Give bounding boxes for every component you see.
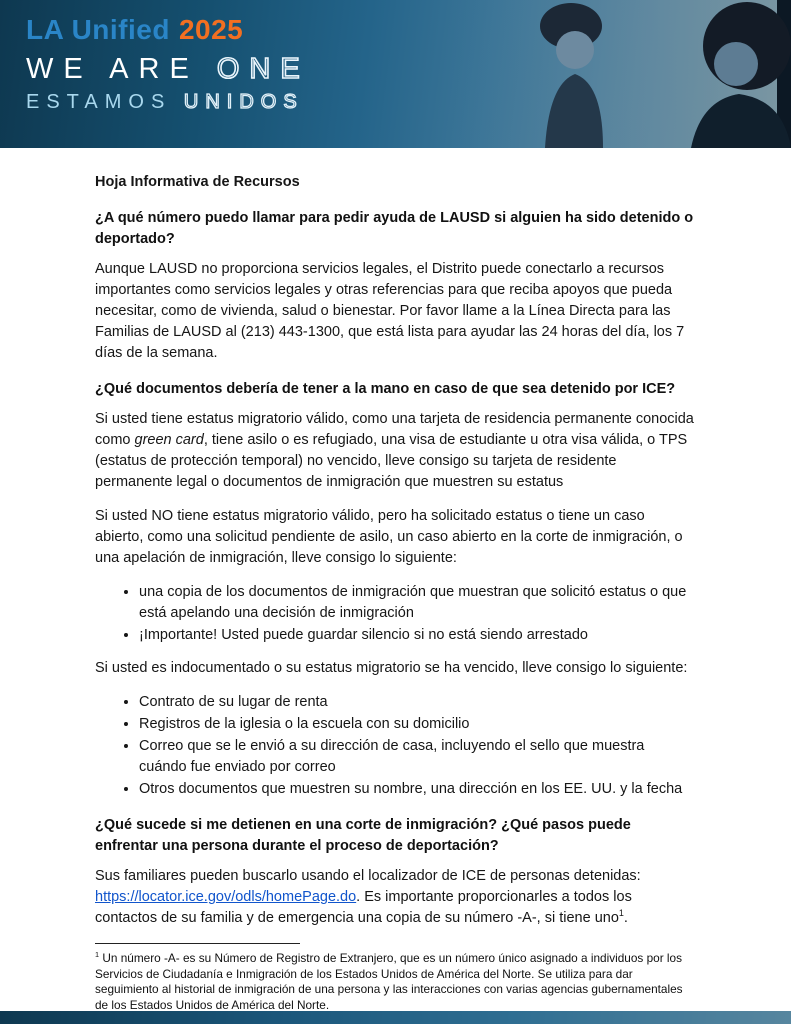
header-banner [0, 0, 791, 148]
question-heading-3: ¿Qué sucede si me detienen en una corte de inmigración? ¿Qué pasos puede enfrentar una persona durante el proceso de deportación? [95, 817, 631, 854]
footnote-number: 1 [95, 950, 100, 960]
footnote-text [95, 951, 695, 1013]
paragraph-5-text-c: . [623, 910, 628, 926]
body-paragraph-2 [95, 409, 695, 493]
tagline-en-accent: ONE [216, 53, 310, 85]
banner-students-photo [451, 0, 791, 148]
logo-brand-name: LA Unified [26, 14, 170, 45]
list-item: • ¡Importante! Usted puede guardar silencio si no está siendo arrestado [139, 625, 695, 646]
documents-list-2 [95, 692, 695, 800]
list-item: • Contrato de su lugar de renta [139, 692, 695, 713]
footnote-body: Un número -A- es su Número de Registro de Extranjero, que es un número único asignado a individuos por los Servicios de Ciudadanía e Inmigración de los Estados Unidos de América del Norte. Se utiliza para dar seguimiento al historial de inmigración de una persona y las interacciones con varias agencias gubernamentales de los Estados Unidos de América del Norte. [95, 951, 683, 1012]
list-item: • Correo que se le envió a su dirección de casa, incluyendo el sello que muestra cuándo fue enviado por correo [139, 736, 695, 778]
body-paragraph-4: Si usted es indocumentado o su estatus migratorio se ha vencido, lleve consigo lo siguiente: [95, 660, 688, 676]
tagline-es-lead: ESTAMOS [26, 91, 184, 113]
paragraph-2-text-c: , tiene asilo o es refugiado, una visa de estudiante u otra visa válida, o TPS (estatus de protección temporal) no vencido, lleve consigo su tarjeta de residente permanente legal o documentos de inmigración que muestren su estatus [95, 432, 688, 490]
logo-year: 2025 [178, 14, 244, 45]
paragraph-5-text-b: . Es importante proporcionarles a todos los contactos de su familia y de emergencia una copia de su número -A-, si tiene uno [95, 889, 632, 926]
green-card-italic: green card [134, 432, 204, 448]
question-heading-2: ¿Qué documentos debería de tener a la mano en caso de que sea detenido por ICE? [95, 381, 676, 397]
ice-locator-link[interactable]: https://locator.ice.gov/odls/homePage.do [95, 889, 357, 905]
district-logo [26, 14, 310, 46]
list-item: • Otros documentos que muestren su nombre, una dirección en los EE. UU. y la fecha [139, 779, 695, 800]
banner-text [26, 14, 310, 114]
tagline-english [26, 53, 310, 86]
paragraph-5-text-a: Sus familiares pueden buscarlo usando el localizador de ICE de personas detenidas: [95, 868, 641, 884]
list-item: • Registros de la iglesia o la escuela con su domicilio [139, 714, 695, 735]
person-left-face [556, 31, 594, 69]
body-paragraph-5 [95, 866, 695, 929]
document-title: Hoja Informativa de Recursos [95, 174, 300, 190]
question-heading-1: ¿A qué número puedo llamar para pedir ayuda de LAUSD si alguien ha sido detenido o deportado? [95, 210, 694, 247]
tagline-spanish [26, 91, 310, 114]
next-page-banner-sliver [0, 1011, 791, 1024]
documents-list-1 [95, 582, 695, 646]
tagline-es-accent: UNIDOS [183, 91, 304, 113]
list-item: • una copia de los documentos de inmigración que muestran que solicitó estatus o que está apelando una decisión de inmigración [139, 582, 695, 624]
body-paragraph-1: Aunque LAUSD no proporciona servicios legales, el Distrito puede conectarlo a recursos importantes como servicios legales y otras referencias para que reciba apoyos que pueda necesitar, como de vivienda, salud o bienestar. Por favor llame a la Línea Directa para las Familias de LAUSD al (213) 443-1300, que está lista para ayudar las 24 horas del día, los 7 días de la semana. [95, 261, 685, 361]
paragraph-2-text-a: Si usted tiene estatus migratorio válido, como una tarjeta de residencia permanente conocida como [95, 411, 694, 448]
document-body [0, 148, 791, 1013]
footnote-divider [95, 943, 300, 944]
footnote-reference: 1 [618, 908, 624, 919]
person-right-face [714, 42, 758, 86]
body-paragraph-3: Si usted NO tiene estatus migratorio válido, pero ha solicitado estatus o tiene un caso abierto, como una solicitud pendiente de asilo, un caso abierto en la corte de inmigración, o una apelación de inmigración, lleve consigo lo siguiente: [95, 508, 683, 566]
tagline-en-lead: WE ARE [26, 53, 217, 85]
